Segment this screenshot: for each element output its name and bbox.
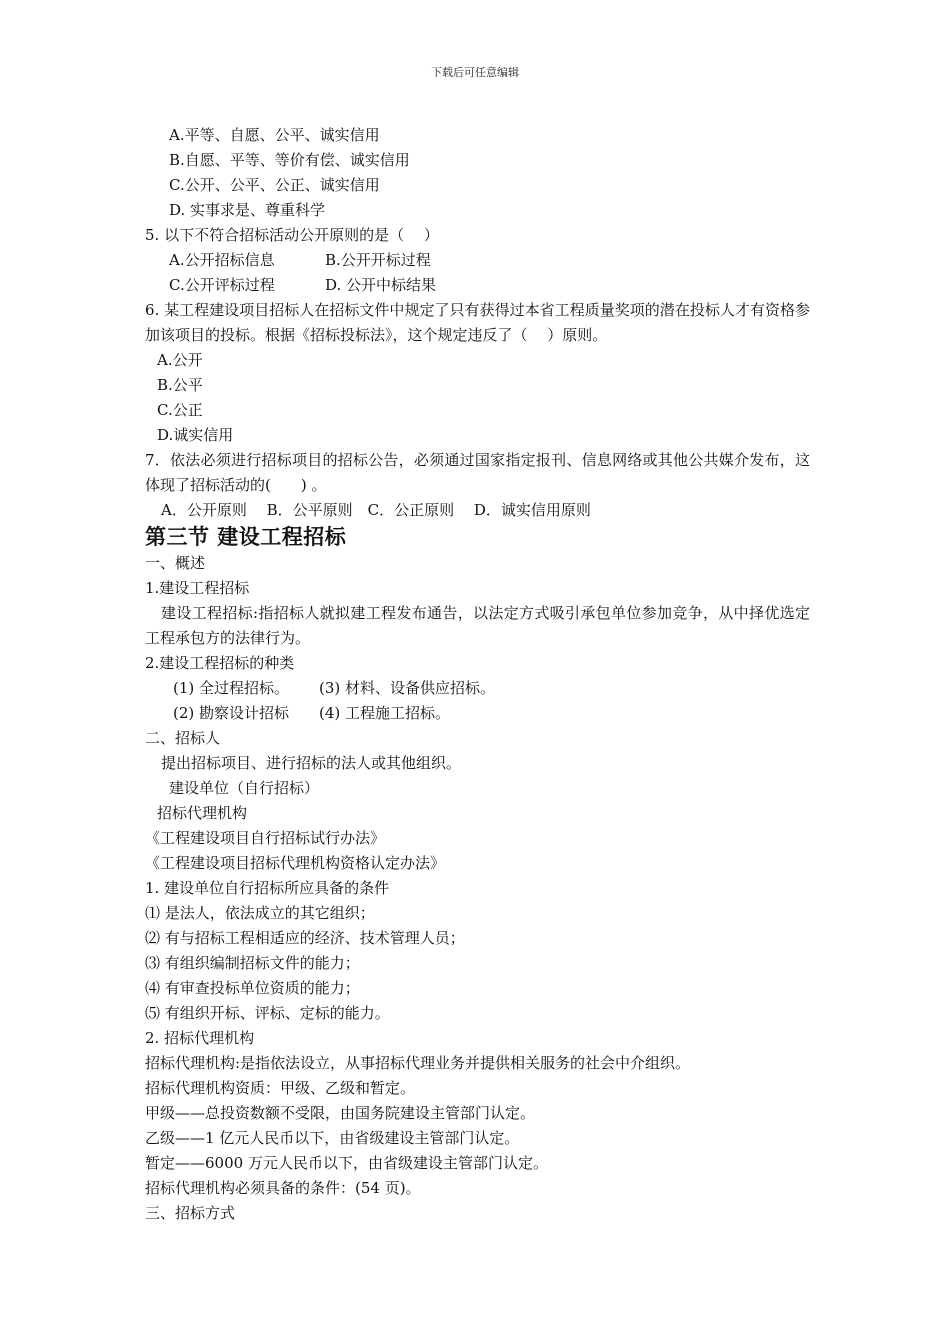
paragraph-line: 招标代理机构:是指依法设立，从事招标代理业务并提供相关服务的社会中介组织。: [145, 1054, 691, 1072]
law-title: 《工程建设项目自行招标试行办法》: [145, 829, 386, 847]
option-line: C.公开、公平、公正、诚实信用: [169, 176, 380, 194]
paragraph-line: 暂定——6000 万元人民币以下，由省级建设主管部门认定。: [145, 1154, 548, 1172]
option-line: D.诚实信用: [157, 426, 234, 444]
option-line: B.公开开标过程: [325, 251, 431, 269]
paragraph-line: 招标代理机构资质：甲级、乙级和暂定。: [145, 1079, 416, 1097]
question-5: 5. 以下不符合招标活动公开原则的是（ ）: [145, 226, 439, 244]
document-body: [145, 123, 810, 1226]
option-row: [145, 273, 810, 298]
option-line: C.公正: [157, 401, 203, 419]
option-row: [145, 248, 810, 273]
option-line: B.公平: [157, 376, 203, 394]
paragraph-line: 提出招标项目、进行招标的法人或其他组织。: [161, 754, 462, 772]
paragraph-line: 招标代理机构必须具备的条件：(54 页)。: [145, 1179, 421, 1197]
paragraph-line: 招标代理机构: [157, 804, 248, 822]
law-title: 《工程建设项目招标代理机构资格认定办法》: [145, 854, 446, 872]
question-6: 6. 某工程建设项目招标人在招标文件中规定了只有获得过本省工程质量奖项的潜在投标人才有资格参加该项目的投标。根据《招标投标法》，这个规定违反了（ ）原则。: [145, 301, 810, 344]
option-row: A．公开原则 B．公平原则 C．公正原则 D．诚实信用原则: [161, 501, 591, 519]
paragraph-line: 建设单位（自行招标）: [169, 779, 320, 797]
list-row: [145, 676, 810, 701]
option-line: D. 公开中标结果: [325, 276, 437, 294]
option-line: A.公开招标信息: [169, 251, 275, 269]
option-line: D. 实事求是、尊重科学: [169, 201, 326, 219]
list-item: ⑸ 有组织开标、评标、定标的能力。: [145, 1004, 390, 1022]
subheading: 1.建设工程招标: [145, 579, 250, 597]
option-line: B.自愿、平等、等价有偿、诚实信用: [169, 151, 410, 169]
subheading: 一、概述: [145, 554, 206, 572]
section-title: 第三节 建设工程招标: [145, 525, 347, 549]
subheading: 1. 建设单位自行招标所应具备的条件: [145, 879, 390, 897]
list-item: ⑷ 有审查投标单位资质的能力；: [145, 979, 360, 997]
option-line: C.公开评标过程: [169, 276, 275, 294]
list-item: ⑵ 有与招标工程相适应的经济、技术管理人员；: [145, 929, 465, 947]
definition-paragraph: [145, 601, 810, 651]
subheading: 2. 招标代理机构: [145, 1029, 255, 1047]
paragraph-line: 甲级——总投资数额不受限，由国务院建设主管部门认定。: [145, 1104, 536, 1122]
option-line: A.平等、自愿、公平、诚实信用: [169, 126, 380, 144]
list-item: ⑶ 有组织编制招标文件的能力；: [145, 954, 360, 972]
subheading: 二、招标人: [145, 729, 221, 747]
list-item: (2) 勘察设计招标: [173, 704, 290, 722]
list-item: (3) 材料、设备供应招标。: [319, 679, 496, 697]
list-item: (4) 工程施工招标。: [319, 704, 451, 722]
page-header: 下载后可任意编辑: [431, 66, 519, 79]
question-7: 7．依法必须进行招标项目的招标公告，必须通过国家指定报刊、信息网络或其他公共媒介发布，这体现了招标活动的( ) 。: [145, 451, 810, 494]
list-item: (1) 全过程招标。: [173, 679, 290, 697]
paragraph-line: 乙级——1 亿元人民币以下，由省级建设主管部门认定。: [145, 1129, 520, 1147]
list-item: ⑴ 是法人，依法成立的其它组织；: [145, 904, 375, 922]
subheading: 2.建设工程招标的种类: [145, 654, 295, 672]
option-line: A.公开: [157, 351, 203, 369]
paragraph-text: 建设工程招标:指招标人就拟建工程发布通告，以法定方式吸引承包单位参加竞争，从中择优选定工程承包方的法律行为。: [145, 604, 810, 647]
subheading: 三、招标方式: [145, 1204, 236, 1222]
list-row: [145, 701, 810, 726]
